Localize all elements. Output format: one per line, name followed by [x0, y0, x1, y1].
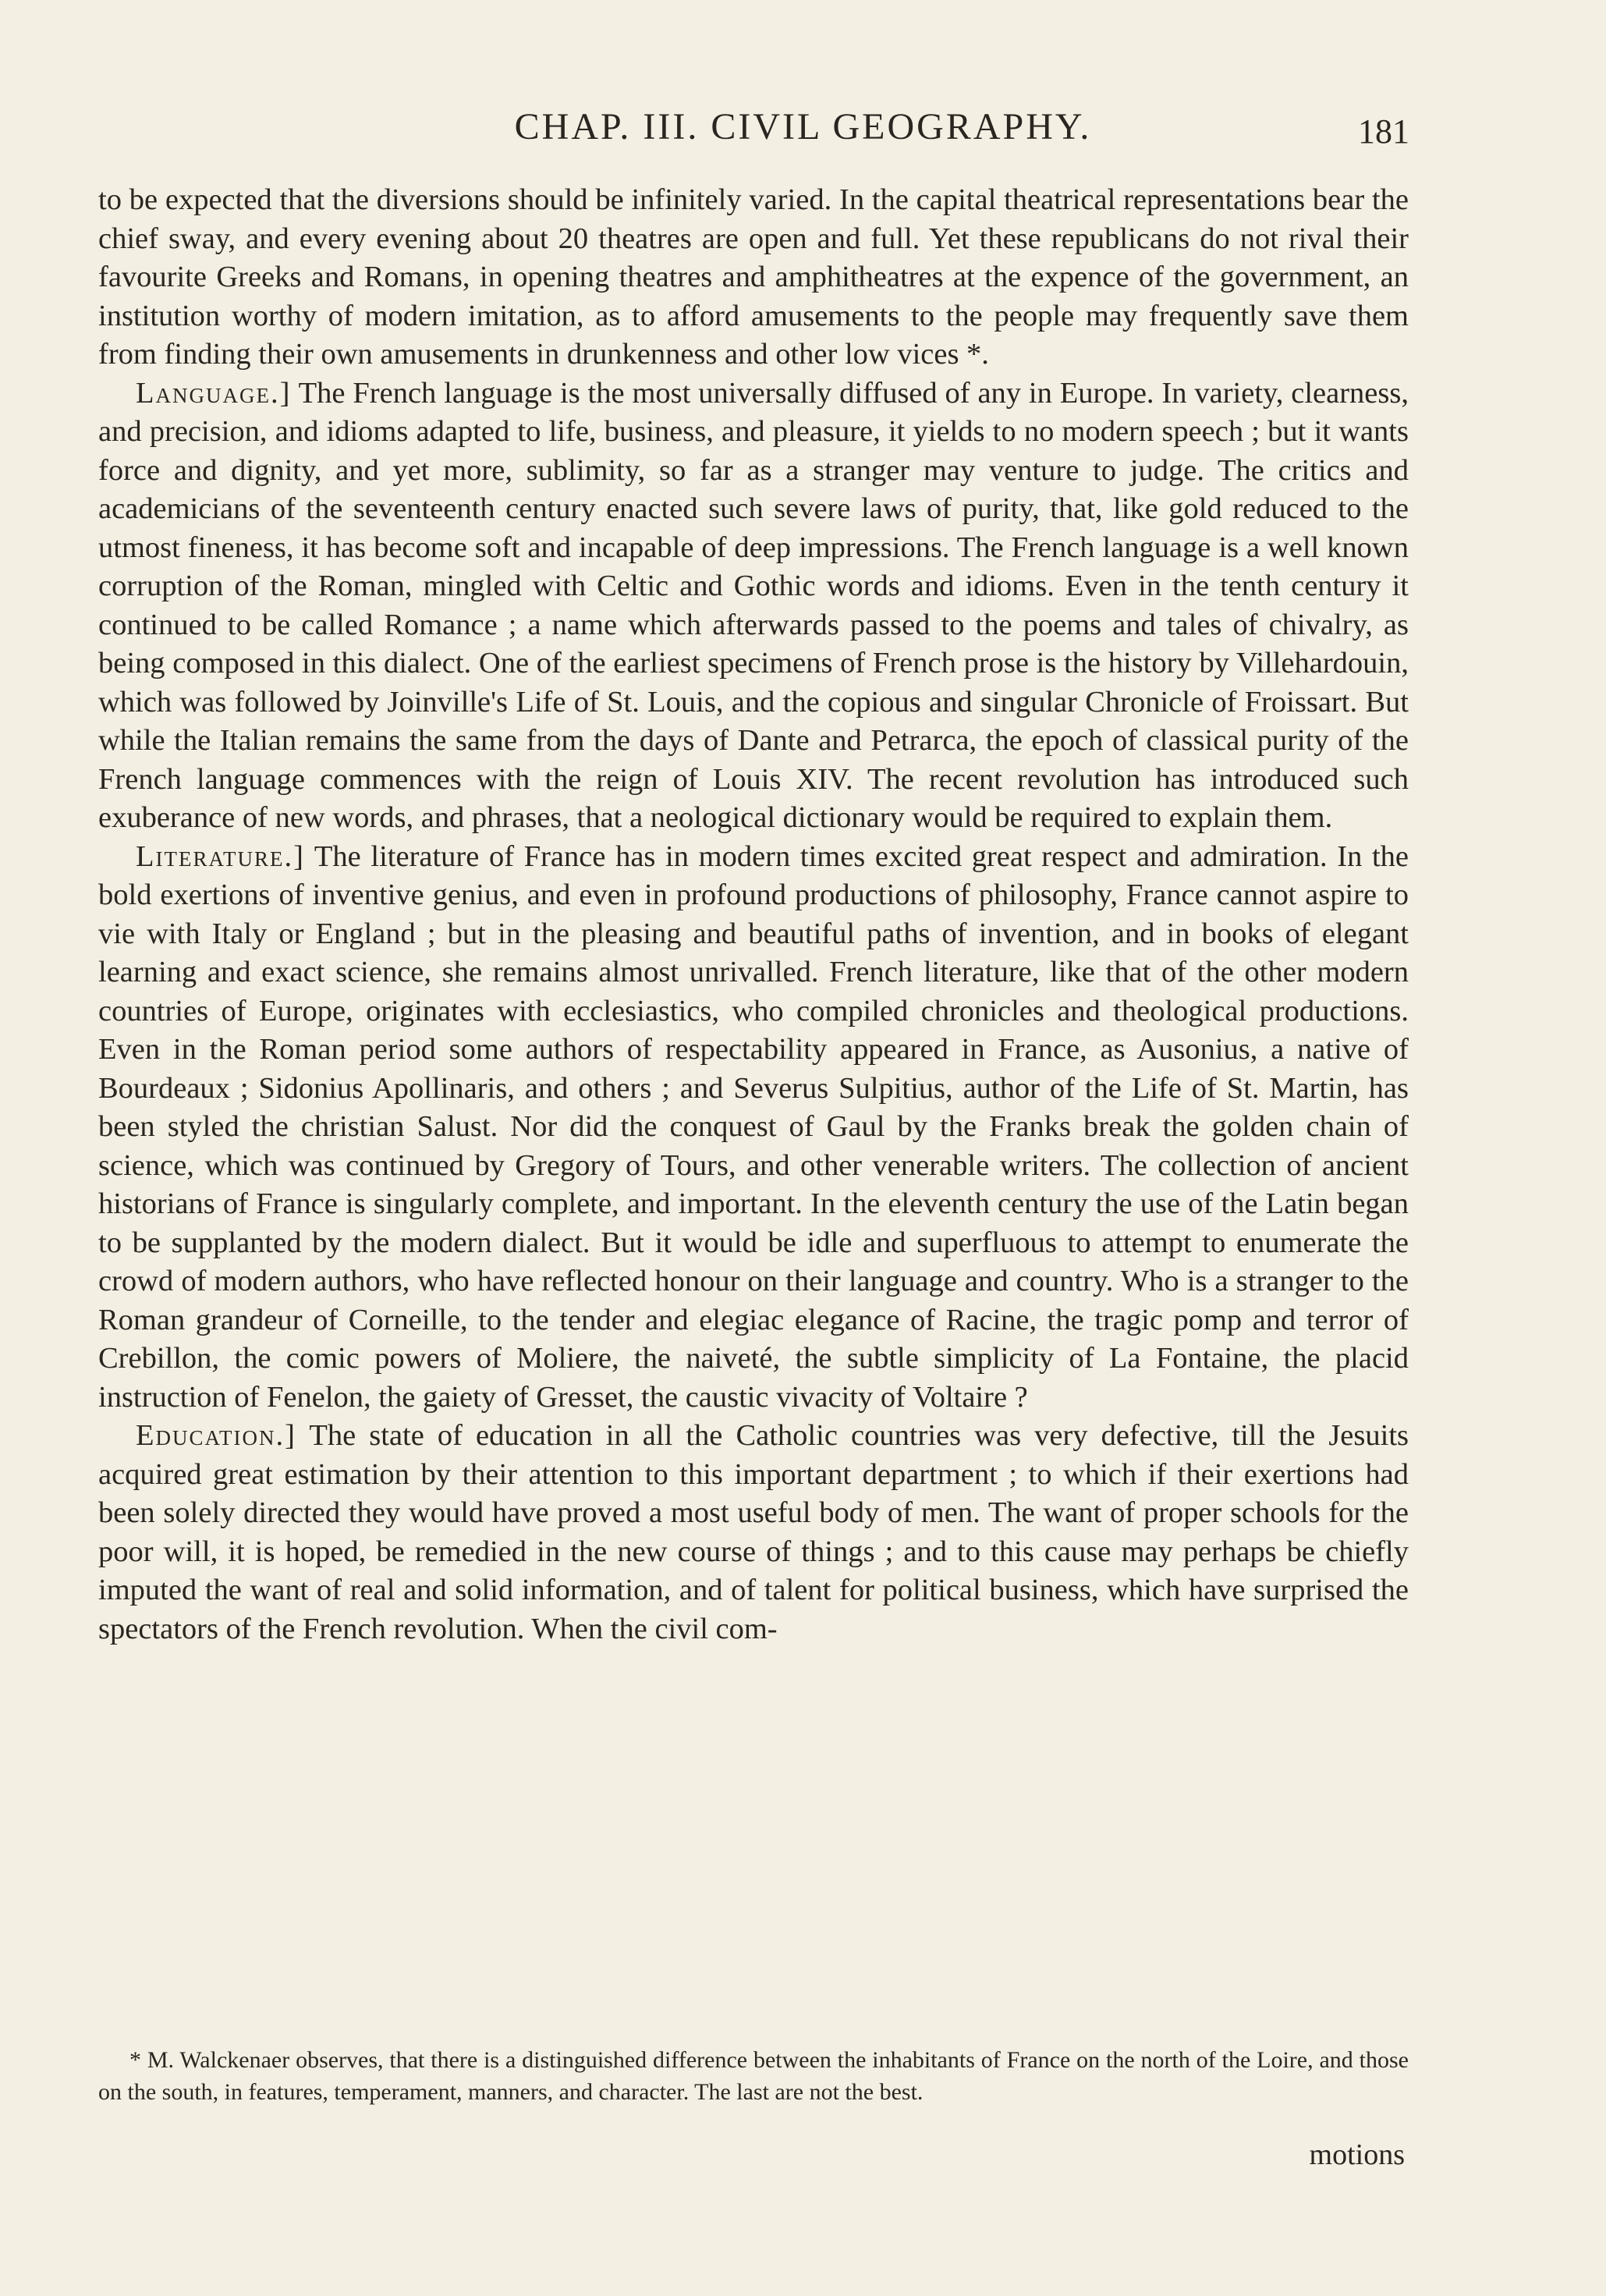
body-text [98, 181, 1409, 1648]
paragraph-literature-text: The literature of France has in modern times excited great respect and admiration. In the bold exertions of inventive genius, and even in profound productions of philosophy, France cannot aspire to vie with Italy or England ; but in the pleasing and beautiful paths of invention, and in books of elegant learning and exact science, she remains almost unrivalled. French literature, like that of the other modern countries of Europe, originates with ecclesiastics, who compiled chronicles and theological productions. Even in the Roman period some authors of respectability appeared in France, as Ausonius, a native of Bourdeaux ; Sidonius Apollinaris, and others ; and Severus Sulpitius, author of the Life of St. Martin, has been styled the christian Salust. Nor did the conquest of Gaul by the Franks break the golden chain of science, which was continued by Gregory of Tours, and other venerable writers. The collection of ancient historians of France is singularly complete, and important. In the eleventh century the use of the Latin began to be supplanted by the modern dialect. But it would be idle and superfluous to attempt to enumerate the crowd of modern authors, who have reflected honour on their language and country. Who is a stranger to the Roman grandeur of Corneille, to the tender and elegiac elegance of Racine, the tragic pomp and terror of Crebillon, the comic powers of Moliere, the naiveté, the subtle simplicity of La Fontaine, the placid instruction of Fenelon, the gaiety of Gresset, the caustic vivacity of Voltaire ? [98, 839, 1409, 1414]
section-heading-language: Language.] [136, 376, 292, 410]
footnote [98, 2044, 1409, 2108]
paragraph-education [98, 1417, 1409, 1648]
paragraph-language-text: The French language is the most universally diffused of any in Europe. In variety, clearness, and precision, and idioms adapted to life, business, and pleasure, it yields to no modern speech ; but it wants force and dignity, and yet more, sublimity, so far as a stranger may venture to judge. The critics and academicians of the seventeenth century enacted such severe laws of purity, that, like gold reduced to the utmost fineness, it has become soft and incapable of deep impressions. The French language is a well known corruption of the Roman, mingled with Celtic and Gothic words and idioms. Even in the tenth century it continued to be called Romance ; a name which afterwards passed to the poems and tales of chivalry, as being composed in this dialect. One of the earliest specimens of French prose is the history by Villehardouin, which was followed by Joinville's Life of St. Louis, and the copious and singular Chronicle of Froissart. But while the Italian remains the same from the days of Dante and Petrarca, the epoch of classical purity of the French language commences with the reign of Louis XIV. The recent revolution has introduced such exuberance of new words, and phrases, that a neological dictionary would be required to explain them. [98, 376, 1409, 834]
section-heading-education: Education.] [136, 1419, 296, 1452]
paragraph-intro: to be expected that the diversions should be infinitely varied. In the capital theatrical representations bear the chief sway, and every evening about 20 theatres are open and full. Yet these republicans do not rival their favourite Greeks and Romans, in opening theatres and amphitheatres at the expence of the government, an institution worthy of modern imitation, as to afford amusements to the people may frequently save them from finding their own amusements in drunkenness and other low vices *. [98, 183, 1409, 371]
section-heading-literature: Literature.] [136, 839, 305, 873]
paragraph-education-text: The state of education in all the Catholic countries was very defective, till the Jesuits acquired great estimation by their attention to this important department ; to which if their exertions had been solely directed they would have proved a most useful body of men. The want of proper schools for the poor will, it is hoped, be remedied in the new course of things ; and to this cause may perhaps be chiefly imputed the want of real and solid information, and of talent for political business, which have surprised the spectators of the French revolution. When the civil com- [98, 1419, 1409, 1645]
paragraph-literature [98, 838, 1409, 1418]
page-number: 181 [1358, 112, 1409, 151]
paragraph-language [98, 374, 1409, 838]
running-head: CHAP. III. CIVIL GEOGRAPHY. [514, 106, 1092, 147]
catchword: motions [1309, 2138, 1405, 2171]
footnote-text: * M. Walckenaer observes, that there is a distinguished difference between the inhabitants of France on the north of the Loire, and those on the south, in features, temperament, manners, and character. The last are not the best. [98, 2047, 1409, 2105]
page-header [0, 105, 1606, 152]
